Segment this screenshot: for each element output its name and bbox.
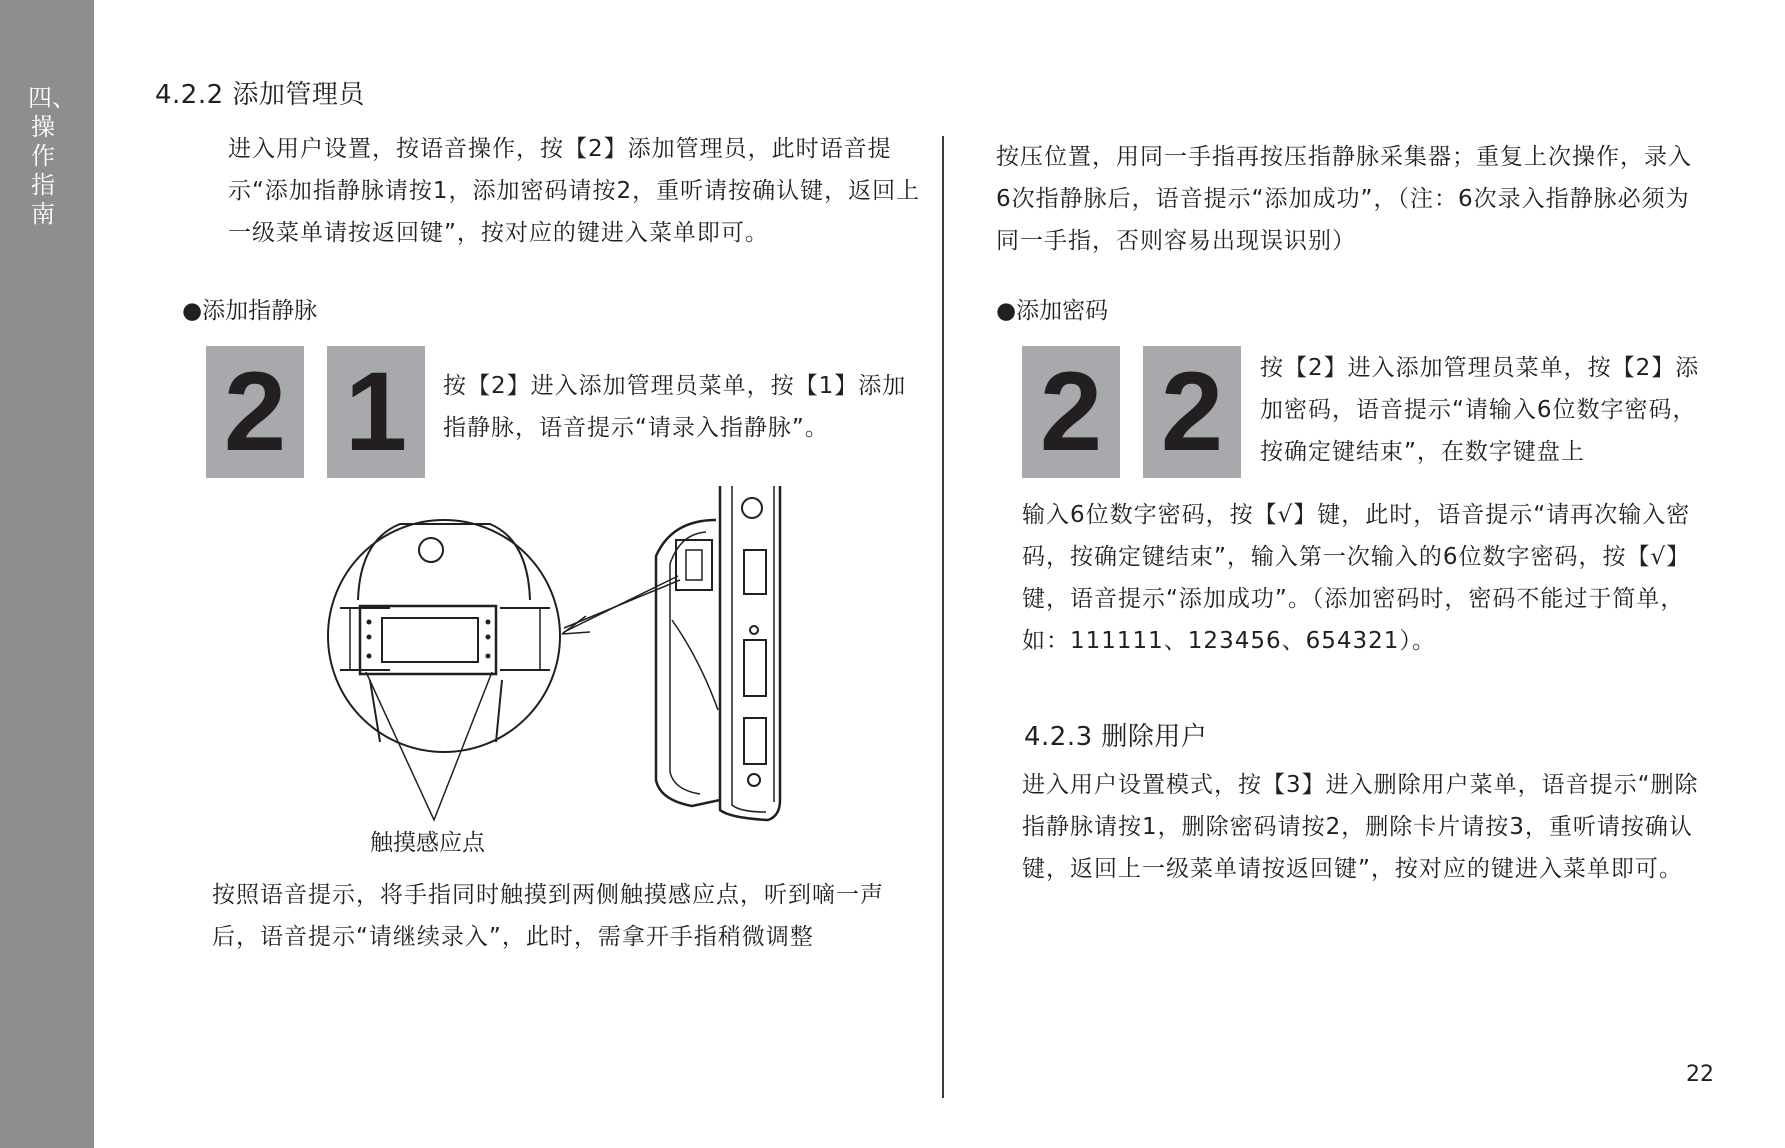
delete-user-text: 进入用户设置模式，按【3】进入删除用户菜单，语音提示“删除指静脉请按1，删除密码请按2，删除卡片请按3，重听请按确认键，返回上一级菜单请按返回键”，按对应的键进入菜单即可。 [1022,772,1699,882]
section-heading-add-admin: 4.2.2 添加管理员 [155,80,365,110]
add-password-continued: 输入6位数字密码，按【√】键，此时，语音提示“请再次输入密码，按确定键结束”，输入第一次输入的6位数字密码，按【√】键，语音提示“添加成功”。（添加密码时，密码不能过于简单，如：111111、123456、654321）。 [1022,502,1691,654]
magnifier-circle [328,520,560,752]
section-heading-delete-user: 4.2.3 删除用户 [1024,722,1208,752]
bullet-add-password: ●添加密码 [996,298,1109,324]
key-box-2-second: 2 [1143,346,1241,478]
touch-point-pointer [366,672,492,820]
door-lock-body [720,486,780,820]
chapter-sidebar [0,0,94,1148]
add-finger-vein-step: 按【2】进入添加管理员菜单，按【1】添加指静脉，语音提示“请录入指静脉”。 [443,373,907,441]
key-box-2: 2 [206,346,304,478]
key-box-1: 1 [327,346,425,478]
door-handle [656,520,720,806]
bullet-add-finger-vein: ●添加指静脉 [182,298,318,324]
chapter-label: 四、操作指南 [28,84,76,228]
sensor-window [360,606,496,674]
column-divider [942,136,944,1098]
finger-vein-continued: 按压位置，用同一手指再按压指静脉采集器；重复上次操作，录入6次指静脉后，语音提示“添加成功”，（注：6次录入指静脉必须为同一手指，否则容易出现误识别） [996,144,1692,254]
page-number: 22 [1686,1062,1714,1087]
touch-point-caption: 触摸感应点 [370,830,485,856]
finger-vein-sensor-illustration [300,480,800,825]
key-box-2: 2 [1022,346,1120,478]
add-password-step: 按【2】进入添加管理员菜单，按【2】添加密码，语音提示“请输入6位数字密码，按确定键结束”，在数字键盘上 [1260,355,1700,465]
finger-vein-instructions: 按照语音提示，将手指同时触摸到两侧触摸感应点，听到嘀一声后，语音提示“请继续录入”，此时，需拿开手指稍微调整 [212,882,884,950]
add-admin-intro: 进入用户设置，按语音操作，按【2】添加管理员，此时语音提示“添加指静脉请按1，添加密码请按2，重听请按确认键，返回上一级菜单请按返回键”，按对应的键进入菜单即可。 [228,136,921,246]
